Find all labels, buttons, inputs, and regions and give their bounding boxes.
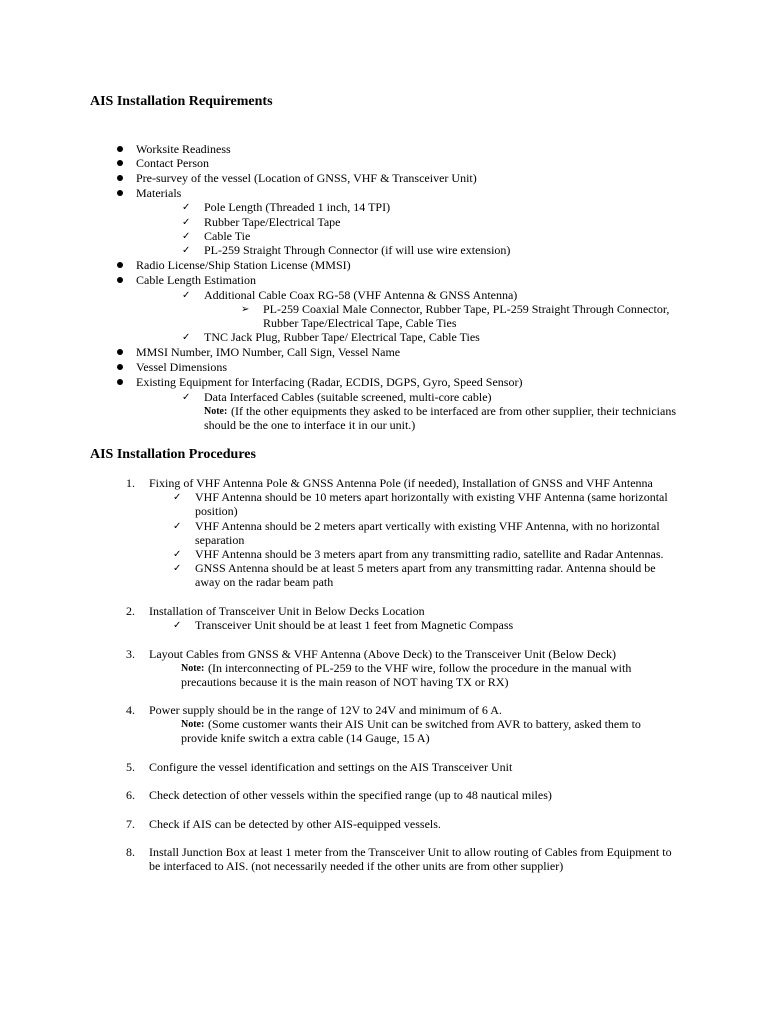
step-text: Power supply should be in the range of 12V to 24V and minimum of 6 A. [149,703,502,717]
note-text: (In interconnecting of PL-259 to the VHF wire, follow the procedure in the manual with [208,661,632,675]
step-number: 2. [126,604,135,618]
step-text: Install Junction Box at least 1 meter from the Transceiver Unit to allow routing of Cables from Equipment to [149,845,672,859]
interfacing-data: Data Interfaced Cables (suitable screened, multi-core cable) [204,390,492,404]
bullet-icon [117,160,123,166]
req-item: Radio License/Ship Station License (MMSI) [136,258,351,272]
check-icon: ✓ [182,217,191,228]
step-check: position) [195,504,238,518]
step-check: VHF Antenna should be 2 meters apart vertically with existing VHF Antenna, with no horizontal [195,519,660,533]
req-item: Cable Length Estimation [136,273,256,287]
cable-sub-line: PL-259 Coaxial Male Connector, Rubber Tape, PL-259 Straight Through Connector, [263,302,670,316]
step-check: VHF Antenna should be 10 meters apart horizontally with existing VHF Antenna (same horizontal [195,490,668,504]
step-text: Layout Cables from GNSS & VHF Antenna (Above Deck) to the Transceiver Unit (Below Deck) [149,647,617,661]
step-number: 5. [126,760,135,774]
bullet-icon [117,364,123,370]
note-label: Note: [181,663,205,674]
req-item: Materials [136,186,182,200]
cable-additional: Additional Cable Coax RG-58 (VHF Antenna & GNSS Antenna) [204,288,518,302]
check-icon: ✓ [173,492,182,503]
note-text: precautions because it is the main reason of NOT having TX or RX) [181,675,509,689]
req-item: Pre-survey of the vessel (Location of GNSS, VHF & Transceiver Unit) [136,171,477,185]
req-item: Existing Equipment for Interfacing (Radar, ECDIS, DGPS, Gyro, Speed Sensor) [136,375,523,389]
step-text: Check detection of other vessels within the specified range (up to 48 nautical miles) [149,788,552,802]
step-number: 3. [126,647,135,661]
req-item: MMSI Number, IMO Number, Call Sign, Vessel Name [136,345,401,359]
bullet-icon [117,190,123,196]
check-icon: ✓ [173,620,182,631]
note-label: Note: [204,406,228,417]
bullet-icon [117,349,123,355]
step-check: separation [195,533,245,547]
req-item: Contact Person [136,156,209,170]
material-item: Pole Length (Threaded 1 inch, 14 TPI) [204,200,391,214]
material-item: Rubber Tape/Electrical Tape [204,215,341,229]
note-text: should be the one to interface it in our unit.) [204,418,416,432]
step-check: Transceiver Unit should be at least 1 feet from Magnetic Compass [195,618,514,632]
step-check: GNSS Antenna should be at least 5 meters apart from any transmitting radar. Antenna should be [195,561,656,575]
arrow-icon: ➢ [241,304,250,315]
check-icon: ✓ [173,521,182,532]
requirements-heading: AIS Installation Requirements [90,94,273,109]
step-number: 1. [126,476,135,490]
material-item: PL-259 Straight Through Connector (if will use wire extension) [204,243,511,257]
check-icon: ✓ [173,563,182,574]
step-text: Installation of Transceiver Unit in Below Decks Location [149,604,425,618]
step-check: VHF Antenna should be 3 meters apart from any transmitting radio, satellite and Radar Antennas. [195,547,664,561]
step-text: Check if AIS can be detected by other AIS-equipped vessels. [149,817,441,831]
bullet-icon [117,146,123,152]
step-number: 4. [126,703,135,717]
step-text: Configure the vessel identification and settings on the AIS Transceiver Unit [149,760,513,774]
check-icon: ✓ [173,549,182,560]
req-item: Vessel Dimensions [136,360,227,374]
check-icon: ✓ [182,332,191,343]
step-number: 6. [126,788,135,802]
material-item: Cable Tie [204,229,251,243]
step-check: away on the radar beam path [195,575,334,589]
check-icon: ✓ [182,245,191,256]
check-icon: ✓ [182,202,191,213]
bullet-icon [117,175,123,181]
check-icon: ✓ [182,231,191,242]
step-text: be interfaced to AIS. (not necessarily needed if the other units are from other supplier) [149,859,564,873]
bullet-icon [117,277,123,283]
cable-sub-line: Rubber Tape/Electrical Tape, Cable Ties [263,316,457,330]
note-text: (If the other equipments they asked to be interfaced are from other supplier, their technicians [231,404,677,418]
note-text: (Some customer wants their AIS Unit can be switched from AVR to battery, asked them to [208,717,641,731]
bullet-icon [117,379,123,385]
note-label: Note: [181,719,205,730]
step-number: 8. [126,845,135,859]
check-icon: ✓ [182,290,191,301]
note-text: provide knife switch a extra cable (14 Gauge, 15 A) [181,731,430,745]
bullet-icon [117,262,123,268]
req-item: Worksite Readiness [136,142,231,156]
check-icon: ✓ [182,392,191,403]
step-text: Fixing of VHF Antenna Pole & GNSS Antenna Pole (if needed), Installation of GNSS and VHF Antenna [149,476,653,490]
procedures-heading: AIS Installation Procedures [90,447,256,462]
step-number: 7. [126,817,135,831]
cable-tnc: TNC Jack Plug, Rubber Tape/ Electrical Tape, Cable Ties [204,330,480,344]
